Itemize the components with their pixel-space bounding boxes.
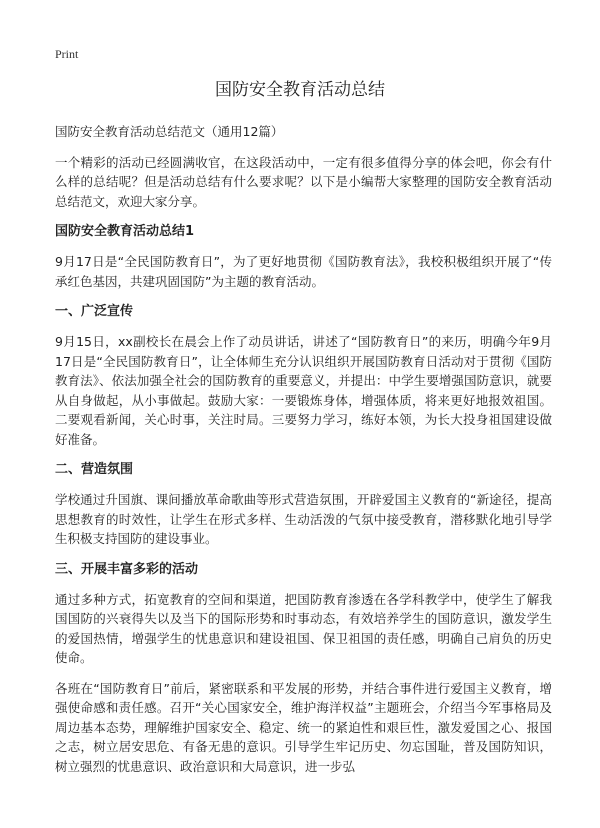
intro-paragraph: 一个精彩的活动已经圆满收官，在这段活动中，一定有很多值得分享的体会吧，你会有什么样的总结呢？但是活动总结有什么要求呢？以下是小编帮大家整理的国防安全教育活动总结范文，欢迎大家分享。 [55,154,552,209]
heading-publicity: 一、广泛宣传 [55,304,134,319]
section-title: 国防安全教育活动总结1 [55,224,195,239]
document-subtitle: 国防安全教育活动总结范文（通用12篇） [55,124,284,139]
paragraph-class-activities: 各班在“国防教育日”前后，紧密联系和平发展的形势，并结合事件进行爱国主义教育，增强使命感和责任感。召开“关心国家安全，维护海洋权益”主题班会，介绍当今军事格局及周边基本态势，理解维护国家安全、稳定、统一的紧迫性和艰巨性，激发爱国之心、报国之志，树立居安思危、有备无患的意识。引导学生牢记历史、勿忘国耻，普及国防知识，树立强烈的忧患意识、政治意识和大局意识，进一步弘 [55,680,552,774]
section-paragraph: 9月17日是“全民国防教育日”，为了更好地贯彻《国防教育法》，我校积极组织开展了“传承红色基因，共建巩固国防”为主题的教育活动。 [55,254,552,289]
heading-activities: 三、开展丰富多彩的活动 [55,561,199,577]
document-title: 国防安全教育活动总结 [215,80,385,100]
paragraph-publicity: 9月15日，xx副校长在晨会上作了动员讲话，讲述了“国防教育日”的来历，明确今年9月17日是“全民国防教育日”，让全体师生充分认识组织开展国防教育日活动对于贯彻《国防教育法》、依法加强全社会的国防教育的重要意义，并提出：中学生要增强国防意识，就要从自身做起，从小事做起。鼓励大家：一要锻炼身体，增强体质，将来更好地报效祖国。二要观看新闻，关心时事，关注时局。三要努力学习，练好本领，为长大投身祖国建设做好准备。 [55,334,552,447]
paragraph-atmosphere: 学校通过升国旗、课间播放革命歌曲等形式营造氛围，开辟爱国主义教育的“新途径，提高思想教育的时效性，让学生在形式多样、生动活泼的气氛中接受教育，潜移默化地引导学生积极支持国防的建设事业。 [55,492,552,546]
paragraph-activities: 通过多种方式，拓宽教育的空间和渠道，把国防教育渗透在各学科教学中，使学生了解我国国防的兴衰得失以及当下的国际形势和时事动态，有效培养学生的国防意识，激发学生的爱国热情，增强学生的忧患意识和建设祖国、保卫祖国的责任感，明确自己肩负的历史使命。 [55,591,552,665]
heading-atmosphere: 二、营造氛围 [55,462,134,477]
print-label[interactable]: Print [55,47,79,61]
document-body [55,122,552,787]
